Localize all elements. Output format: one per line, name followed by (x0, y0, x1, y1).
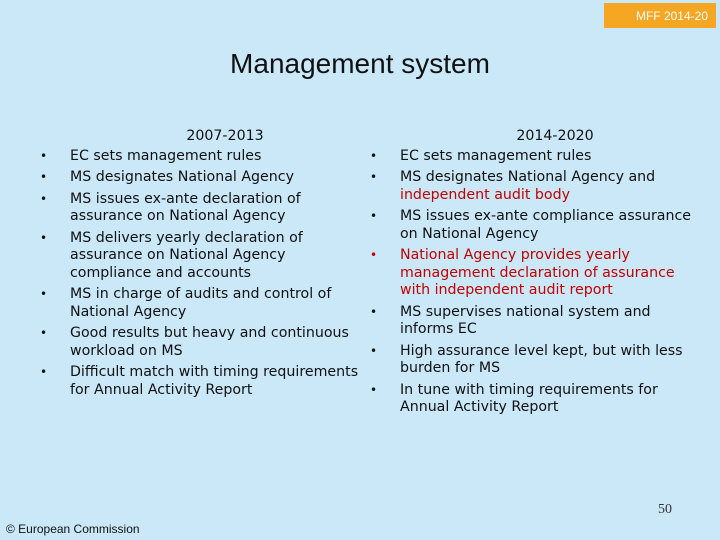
list-item: • MS issues ex-ante declaration of assurance on National Agency (40, 190, 301, 224)
bullet-icon: • (40, 191, 48, 206)
mff-badge (604, 3, 716, 28)
bullet-icon: • (370, 304, 378, 319)
independent-audit-body-text: independent audit body (400, 186, 570, 203)
bullet-icon: • (40, 148, 48, 163)
list-item: • Good results but heavy and continuous workload on MS (40, 325, 349, 359)
list-item-highlighted: • National Agency provides yearly management declaration of assurance with independent audit report (370, 247, 675, 298)
page-number: 50 (658, 502, 672, 517)
list-item: • In tune with timing requirements for Annual Activity Report (370, 381, 658, 415)
list-item: • MS supervises national system and informs EC (370, 303, 651, 337)
bullet-icon: • (40, 230, 48, 245)
list-item: • Difficult match with timing requirements for Annual Activity Report (40, 364, 359, 398)
mff-badge-label: MFF 2014-20 (635, 8, 708, 23)
list-item: • MS designates National Agency (40, 169, 294, 185)
list-item: • MS in charge of audits and control of National Agency (40, 286, 332, 320)
column-2007-2013 (40, 128, 360, 403)
bullet-icon: • (40, 170, 48, 184)
bullet-icon: • (370, 248, 378, 262)
list-2014-2020 (370, 148, 700, 417)
bullet-icon: • (40, 326, 48, 340)
bullet-icon: • (370, 148, 378, 163)
column-heading-2014-2020: 2014-2020 (516, 128, 594, 144)
list-item: • MS issues ex-ante compliance assurance on National Agency (370, 208, 692, 242)
column-2014-2020 (370, 128, 700, 421)
list-item: • MS designates National Agency and independent audit body (370, 169, 656, 203)
list-item: • MS delivers yearly declaration of assurance on National Agency compliance and accounts (40, 229, 303, 281)
list-item: • High assurance level kept, but with less burden for MS (370, 342, 683, 376)
bullet-icon: • (40, 365, 48, 379)
bullet-icon: • (370, 382, 378, 397)
list-item: • EC sets management rules (370, 147, 592, 164)
page-title: Management system (230, 48, 490, 79)
footer-copyright: © European Commission (6, 522, 140, 536)
column-heading-2007-2013: 2007-2013 (186, 128, 264, 144)
list-item: • EC sets management rules (40, 147, 262, 164)
list-2007-2013 (40, 148, 360, 400)
bullet-icon: • (370, 170, 378, 184)
bullet-icon: • (370, 343, 378, 358)
bullet-icon: • (370, 209, 378, 223)
bullet-icon: • (40, 287, 48, 301)
